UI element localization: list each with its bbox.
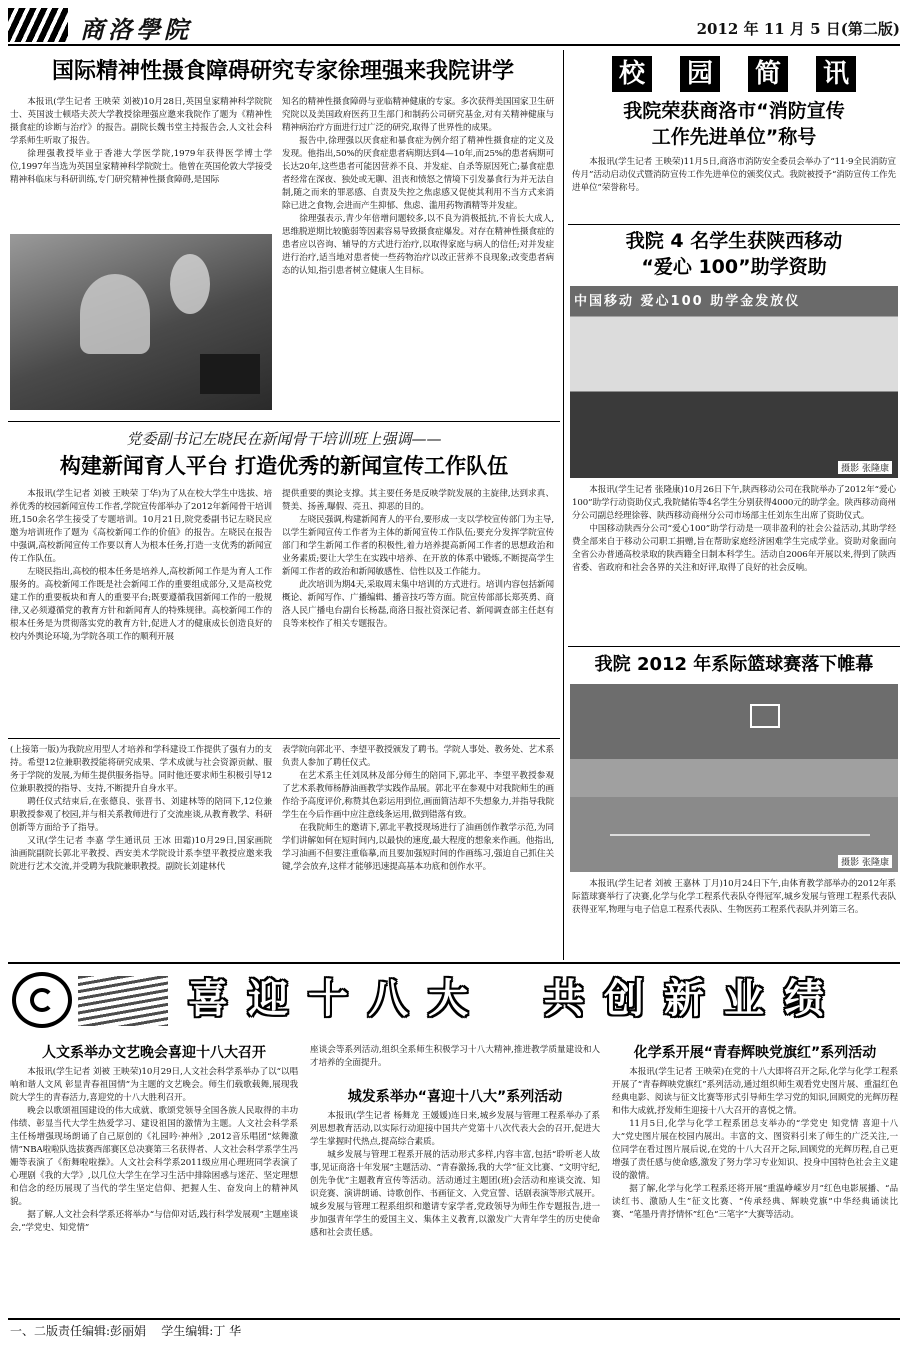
- article1-col1-top: [10, 96, 272, 228]
- banner-char: 共: [544, 975, 584, 1022]
- banner-flag-stripes-icon: [78, 976, 168, 1026]
- article3-paragraph: 在艺术系主任刘凤林及部分师生的陪同下,郭北平、李望平教授参观了艺术系教师杨静油画教学实践作品展。郭北平在参观中对我院师生的画作给予高度评价,称赞其色彩运用到位,画面简洁却不失想象力,并指导我院学生在今后作画中应注意线条运用,做到错落有致。: [282, 771, 554, 820]
- article7-body: [10, 1066, 298, 1314]
- banner-char: 喜: [188, 975, 228, 1022]
- court-line-icon: [610, 834, 870, 836]
- article3-paragraph: 又讯(学生记者 李嘉 学生通讯员 王冰 田霜)10月29日,国家画院油画院副院长郭北平教授、西安美术学院设计系李望平教授应邀来我院进行艺术交流,并受聘为我院兼职教授。副院长刘建林代: [10, 836, 272, 872]
- article3-paragraph: (上接第一版)为我院应用型人才培养和学科建设工作提供了强有力的支持。希望12位兼职教授能将研究成果、学术成就与社会资源贡献、服务于学院的发展,为师生提供服务指导。同时他还要求师生积极引导12位兼职教授的指导、支持,不断提升自身水平。: [10, 745, 272, 794]
- article4-body: [572, 156, 896, 222]
- article6-body: [572, 878, 896, 958]
- news-brief-char: 讯: [816, 56, 856, 92]
- article1-paragraph: 报告中,徐理强以厌食症和暴食症为例介绍了精神性摄食症的定义及发现。他指出,50%的厌食症患者病期达到4—10年,而25%的患者病期可长达20年,这些患者可能因营养不良、并发症、自杀等原因死亡;暴食症患者经常在深夜、独处或无聊、沮丧和愤怒之情境下引发暴食行为并无法自制,随之而来的罪恶感、自责及失控之焦虑感又促使其利用不当方式来消除已进之食物,会进而产生抑郁、焦虑、滥用药物酒精等并发症。: [282, 136, 554, 211]
- banner-char: 创: [604, 975, 644, 1022]
- footer-rule: [8, 1318, 900, 1320]
- article4-title-line1: 我院荣获商洛市“消防宣传: [623, 100, 845, 122]
- article8-body: [310, 1110, 600, 1314]
- banner-char: 十: [308, 975, 348, 1022]
- lecture-photo: [10, 234, 272, 410]
- article2-kicker: 党委副书记左晓民在新闻骨干培训班上强调——: [126, 430, 442, 448]
- article5-paragraph: 本报讯(学生记者 张隆康)10月26日下午,陕西移动公司在我院举办了2012年“爱心100”助学行动资助仪式,我院储佑等4名学生分别获得4000元的助学金。陕西移动商州分公司副总经理徐蓉、陕西移动商州分公司市场部主任刘东生出席了资助仪式。: [572, 485, 896, 521]
- article8-paragraph: 本报讯(学生记者 杨舞龙 王媛媛)连日来,城乡发展与管理工程系举办了系列思想教育活动,以实际行动迎接中国共产党第十八次代表大会的召开,促进大学生掌握时代热点,提高综合素质。: [310, 1111, 600, 1147]
- donation-photo: [570, 286, 898, 478]
- article1-paragraph: 知名的精神性摄食障碍与亚临精神健康的专家。多次获得美国国家卫生研究院以及美国政府医药卫生部门和制药公司研究基金,对有关精神健康与精神病治疗方面进行过广泛的研究,取得了世界性的成果。: [282, 97, 554, 133]
- masthead-rule: [8, 44, 900, 46]
- article1-col2: [282, 96, 554, 412]
- article8-paragraph: 座谈会等系列活动,组织全系师生积极学习十八大精神,推进教学质量建设和人才培养的全面提升。: [310, 1045, 600, 1068]
- rule-article4: [568, 224, 900, 225]
- news-brief-char: 园: [680, 56, 720, 92]
- article1-title: 国际精神性摄食障碍研究专家徐理强来我院讲学: [51, 59, 514, 84]
- column-divider: [563, 50, 564, 960]
- article7-title: 人文系举办文艺晚会喜迎十八大召开: [42, 1045, 266, 1061]
- article9-paragraph: 11月5日,化学与化学工程系团总支举办的“学党史 知党情 喜迎十八大”党史图片展在校园内展出。丰富的文、图资料引来了师生的广泛关注,一位同学在看过图片展后说,在党的十八大召开之际,回顾党的光辉历程,自己更增强了责任感与使命感,激发了努力学习专业知识、投身中国特色社会主义建设的激情。: [612, 1119, 898, 1181]
- article3-paragraph: 聘任仪式结束后,在张德良、张晋书、刘建林等的陪同下,12位兼职教授参观了校园,并与相关系教师进行了交流座谈,从教育教学、科研创新等方面给予了指导。: [10, 797, 272, 833]
- article3-col1: [10, 744, 272, 956]
- article1-paragraph: 徐理强表示,青少年倍增问题较多,以不良为消极抵抗,不肯长大成人,思维脱逆期比较脆弱等因素容易导致摄食症爆发。对存在精神性摄食症的患者应以咨询、辅导的方式进行治疗,以取得家庭与病人的信任;对并发症进行治疗,适当地对患者使一些药物治疗以改正营养不良现象;改变患者病态的认知,指引患者树立健康人生目标。: [282, 214, 554, 276]
- article2-col1: [10, 488, 272, 732]
- basketball-hoop-icon: [750, 704, 780, 728]
- article8-title: 城发系举办“喜迎十八大”系列活动: [347, 1089, 563, 1105]
- banner-char: 业: [724, 975, 764, 1022]
- article4-paragraph: 本报讯(学生记者 王映荣)11月5日,商洛市消防安全委员会举办了“11·9全民消防宣传月”活动启动仪式暨消防宣传工作先进单位的颁奖仪式。我院被授予“消防宣传工作先进单位”荣誉称号。: [572, 157, 896, 193]
- article5-paragraph: 中国移动陕西分公司“爱心100”助学行动是一项非盈利的社会公益活动,其助学经费全部来自于移动公司职工捐赠,旨在帮助家庭经济困难学生完成学业。资助对象面向全省公办普通高校录取的陕西籍全日制本科学生。活动自2006年开展以来,得到了陕西省委、省政府和社会各界的关注和好评,取得了良好的社会反响。: [572, 524, 896, 573]
- article2-paragraph: 提供重要的舆论支撑。其主要任务是反映学院发展的主旋律,达到求真、赞美、扬善,曝假、亮丑、抑恶的目的。: [282, 489, 554, 512]
- news-brief-char: 简: [748, 56, 788, 92]
- banner-char: 新: [664, 975, 704, 1022]
- banner-char: 大: [428, 975, 468, 1022]
- article1-paragraph: 徐理强教授毕业于香港大学医学院,1979年获得医学博士学位,1997年当选为英国皇家精神科学院院士。他曾在英国伦敦大学接受精神科临床与科研训练,专门研究精神性摄食障碍,是国际: [10, 149, 272, 185]
- article6-paragraph: 本报讯(学生记者 刘被 王嘉林 丁月)10月24日下午,由体育教学部举办的2012年系际篮球赛举行了决赛,化学与化学工程系代表队夺得冠军,城乡发展与管理工程系代表队获得亚军,物理与电子信息工程系代表队、生物医药工程系代表队并列第三名。: [572, 879, 896, 915]
- article4-title-line2: 工作先进单位”称号: [651, 126, 817, 148]
- article9-title: 化学系开展“青春辉映党旗红”系列活动: [633, 1045, 877, 1061]
- article7-paragraph: 本报讯(学生记者 刘被 王映荣)10月29日,人文社会科学系举办了以“以唱响和谐人文风 彰显青春祖国情”为主题的文艺晚会。师生们载歌载舞,展现我院大学生的青春活力,喜迎党的十八大胜利召开。: [10, 1067, 298, 1103]
- article8-top: [310, 1044, 600, 1084]
- article3-paragraph: 表学院向郭北平、李望平教授颁发了聘书。学院人事处、教务处、艺术系负责人参加了聘任仪式。: [282, 745, 554, 768]
- laptop-icon: [200, 354, 260, 394]
- article2-col2: [282, 488, 554, 732]
- basketball-photo: [570, 684, 898, 872]
- article7-paragraph: 据了解,人文社会科学系还将举办“与信仰对话,践行科学发展观”主题座谈会,“学党史、知党情”: [10, 1210, 298, 1233]
- article3-paragraph: 在我院师生的邀请下,郭北平教授现场进行了油画创作教学示范,为同学们讲解如何在短时间内,以最快的速度,最大程度的想象来作画。他指出,学习油画不但要注重临摹,而且要加强短时间的作画练习,强迫自己抓住关键,学会放弃,这样才能够迅速提高基本功底和创作水平。: [282, 823, 554, 872]
- article9-paragraph: 本报讯(学生记者 王映荣)在党的十八大即将召开之际,化学与化学工程系开展了“青春辉映党旗红”系列活动,通过组织师生观看党史图片展、重温红色经典电影、阅读与征文比赛等形式引导师生学习党的知识,回顾党的光辉历程和伟大成就,抒发师生迎接十八大召开的喜悦之情。: [612, 1067, 898, 1116]
- article5-title-line1: 我院 4 名学生获陕西移动: [625, 230, 843, 252]
- article2-paragraph: 此次培训为期4天,采取周末集中培训的方式进行。培训内容包括新闻概论、新闻写作、广播编辑、播音技巧等方面。院宣传部部长郑英勇、商洛人民广播电台副台长杨磊,商洛日报社资深记者、新闻调查部主任赵有良等来校作了相关专题报告。: [282, 580, 554, 629]
- photo-credit: 摄影 张隆康: [838, 855, 892, 868]
- article2-paragraph: 本报讯(学生记者 刘被 王映荣 丁华)为了从在校大学生中选拔、培养优秀的校园新闻宣传工作者,学院宣传部举办了2012年新闻骨干培训班,150余名学生接受了专题培训。10月21日,院党委副书记左晓民应邀为培训班作了题为《高校新闻工作的价值》的报告。左晓民在报告中强调,高校新闻宣传工作要以育人为根本任务,打造一支优秀的新闻宣传工作队伍。: [10, 489, 272, 564]
- rule-article1: [8, 421, 560, 422]
- banner-slogan: [178, 976, 898, 1026]
- article7-paragraph: 晚会以歌颂祖国建设的伟大成就、歌颂党领导全国各族人民取得的丰功伟绩、彰显当代大学生热爱学习、建设祖国的激情为主题。人文社会科学系主任杨增强现场朗诵了自己原创的《礼园吟·神州》,2012音乐唱团“炫舞激情”NBA啦啦队选拔赛西部赛区总决赛第三名获得者、人文社会科学系学生冯姗等表演了《衔舞啦啦操》。人文社会科学系2011级应用心理班同学表演了心理剧《我的大学》,以几位大学生在学习生活中排除困惑与迷茫、坚定理想和信念的经历展现了当代的学生坚定信仰、把握人生、奋发向上的精神风貌。: [10, 1106, 298, 1207]
- masthead: [8, 8, 900, 44]
- party-emblem-icon: [12, 972, 72, 1028]
- speaker-figure-icon: [80, 274, 150, 354]
- issue-date: 2012 年 11 月 5 日(第二版): [696, 20, 900, 38]
- article3-col2: [282, 744, 554, 956]
- photo-banner-text: 中国移动 爱心100 助学金发放仪: [574, 294, 801, 309]
- article2-title: 构建新闻育人平台 打造优秀的新闻宣传工作队伍: [59, 454, 509, 478]
- audience-figure-icon: [170, 254, 210, 314]
- article5-body: [572, 484, 896, 646]
- rule-article2: [8, 738, 560, 739]
- banner-char: 八: [368, 975, 408, 1022]
- masthead-name: 商洛學院: [80, 15, 192, 44]
- news-brief-header: [568, 52, 900, 96]
- banner-rule-top: [8, 962, 900, 964]
- editor-credits: 一、二版责任编辑:彭丽娟 学生编辑:丁 华: [10, 1324, 242, 1338]
- article5-title-line2: “爱心 100”助学资助: [641, 256, 827, 278]
- news-brief-char: 校: [612, 56, 652, 92]
- article9-paragraph: 据了解,化学与化学工程系还将开展“重温峥嵘岁月”红色电影展播、“品读红书、激励人生”征文比赛、“传承经典、辉映党旗”中华经典诵读比赛、“笔墨丹青抒情怀”红色“三笔字”大赛等活动。: [612, 1184, 898, 1220]
- article8-paragraph: 城乡发展与管理工程系开展的活动形式多样,内容丰富,包括“聆听老人故事,见证商洛十年发展”主题活动、“青春激扬,我的大学”征文比赛、“文明守纪,创先争优”主题教育宣传等活动。活动通过主题团(班)会活动和座谈交流、知识竞赛、演讲朗诵、诗歌创作、书画征文、入党宣誓、话剧表演等形式展开。城乡发展与管理工程系组织和邀请专家学者,党政领导为师生作专题报告,进一步加强青年学生的爱国主义、集体主义教育,以激发广大青年学生的历史使命感和社会责任感。: [310, 1150, 600, 1238]
- rule-article5: [568, 646, 900, 647]
- banner-char: 迎: [248, 975, 288, 1022]
- article6-title: 我院 2012 年系际篮球赛落下帷幕: [594, 654, 874, 675]
- banner-char: 绩: [784, 975, 824, 1022]
- article2-paragraph: 左晓民指出,高校的根本任务是培养人,高校新闻工作是为育人工作服务的。高校新闻工作既是社会新闻工作的重要组成部分,又是高校党建工作的重要板块和育人的重要平台;既要遵循我国新闻工作的一般规律,又必须遵循党的教育方针和新闻育人的特殊规律。高校新闻工作的根本任务是为贯彻落实党的教育方针,促进人才的健康成长创造良好的校内外舆论环境,为学院各项工作的顺利开展: [10, 567, 272, 642]
- article2-paragraph: 左晓民强调,构建新闻育人的平台,要形成一支以学校宣传部门为主导,以学生新闻宣传工作者为主体的新闻宣传工作队伍;要充分发挥学院宣传部门和学生新闻工作者的积极性,着力培养提高新闻工作者的思想政治和业务素质;要让大学生在实践中培养、在开放的体系中锻炼,不断提高学生新闻工作者的政治和新闻敏感性、信性以及工作能力。: [282, 515, 554, 577]
- article1-paragraph: 本报讯(学生记者 王映荣 刘被)10月28日,英国皇家精神科学院院士、英国波士顿塔夫茨大学教授徐理强应邀来我院作了题为《精神性摄食症的诊断与治疗》的报告。副院长魏书堂主持报告会,人文社会科学系师生听取了报告。: [10, 97, 272, 146]
- photo-credit: 摄影 张隆康: [838, 461, 892, 474]
- banner: [8, 966, 900, 1036]
- masthead-stripes-icon: [8, 8, 68, 42]
- article9-body: [612, 1066, 898, 1314]
